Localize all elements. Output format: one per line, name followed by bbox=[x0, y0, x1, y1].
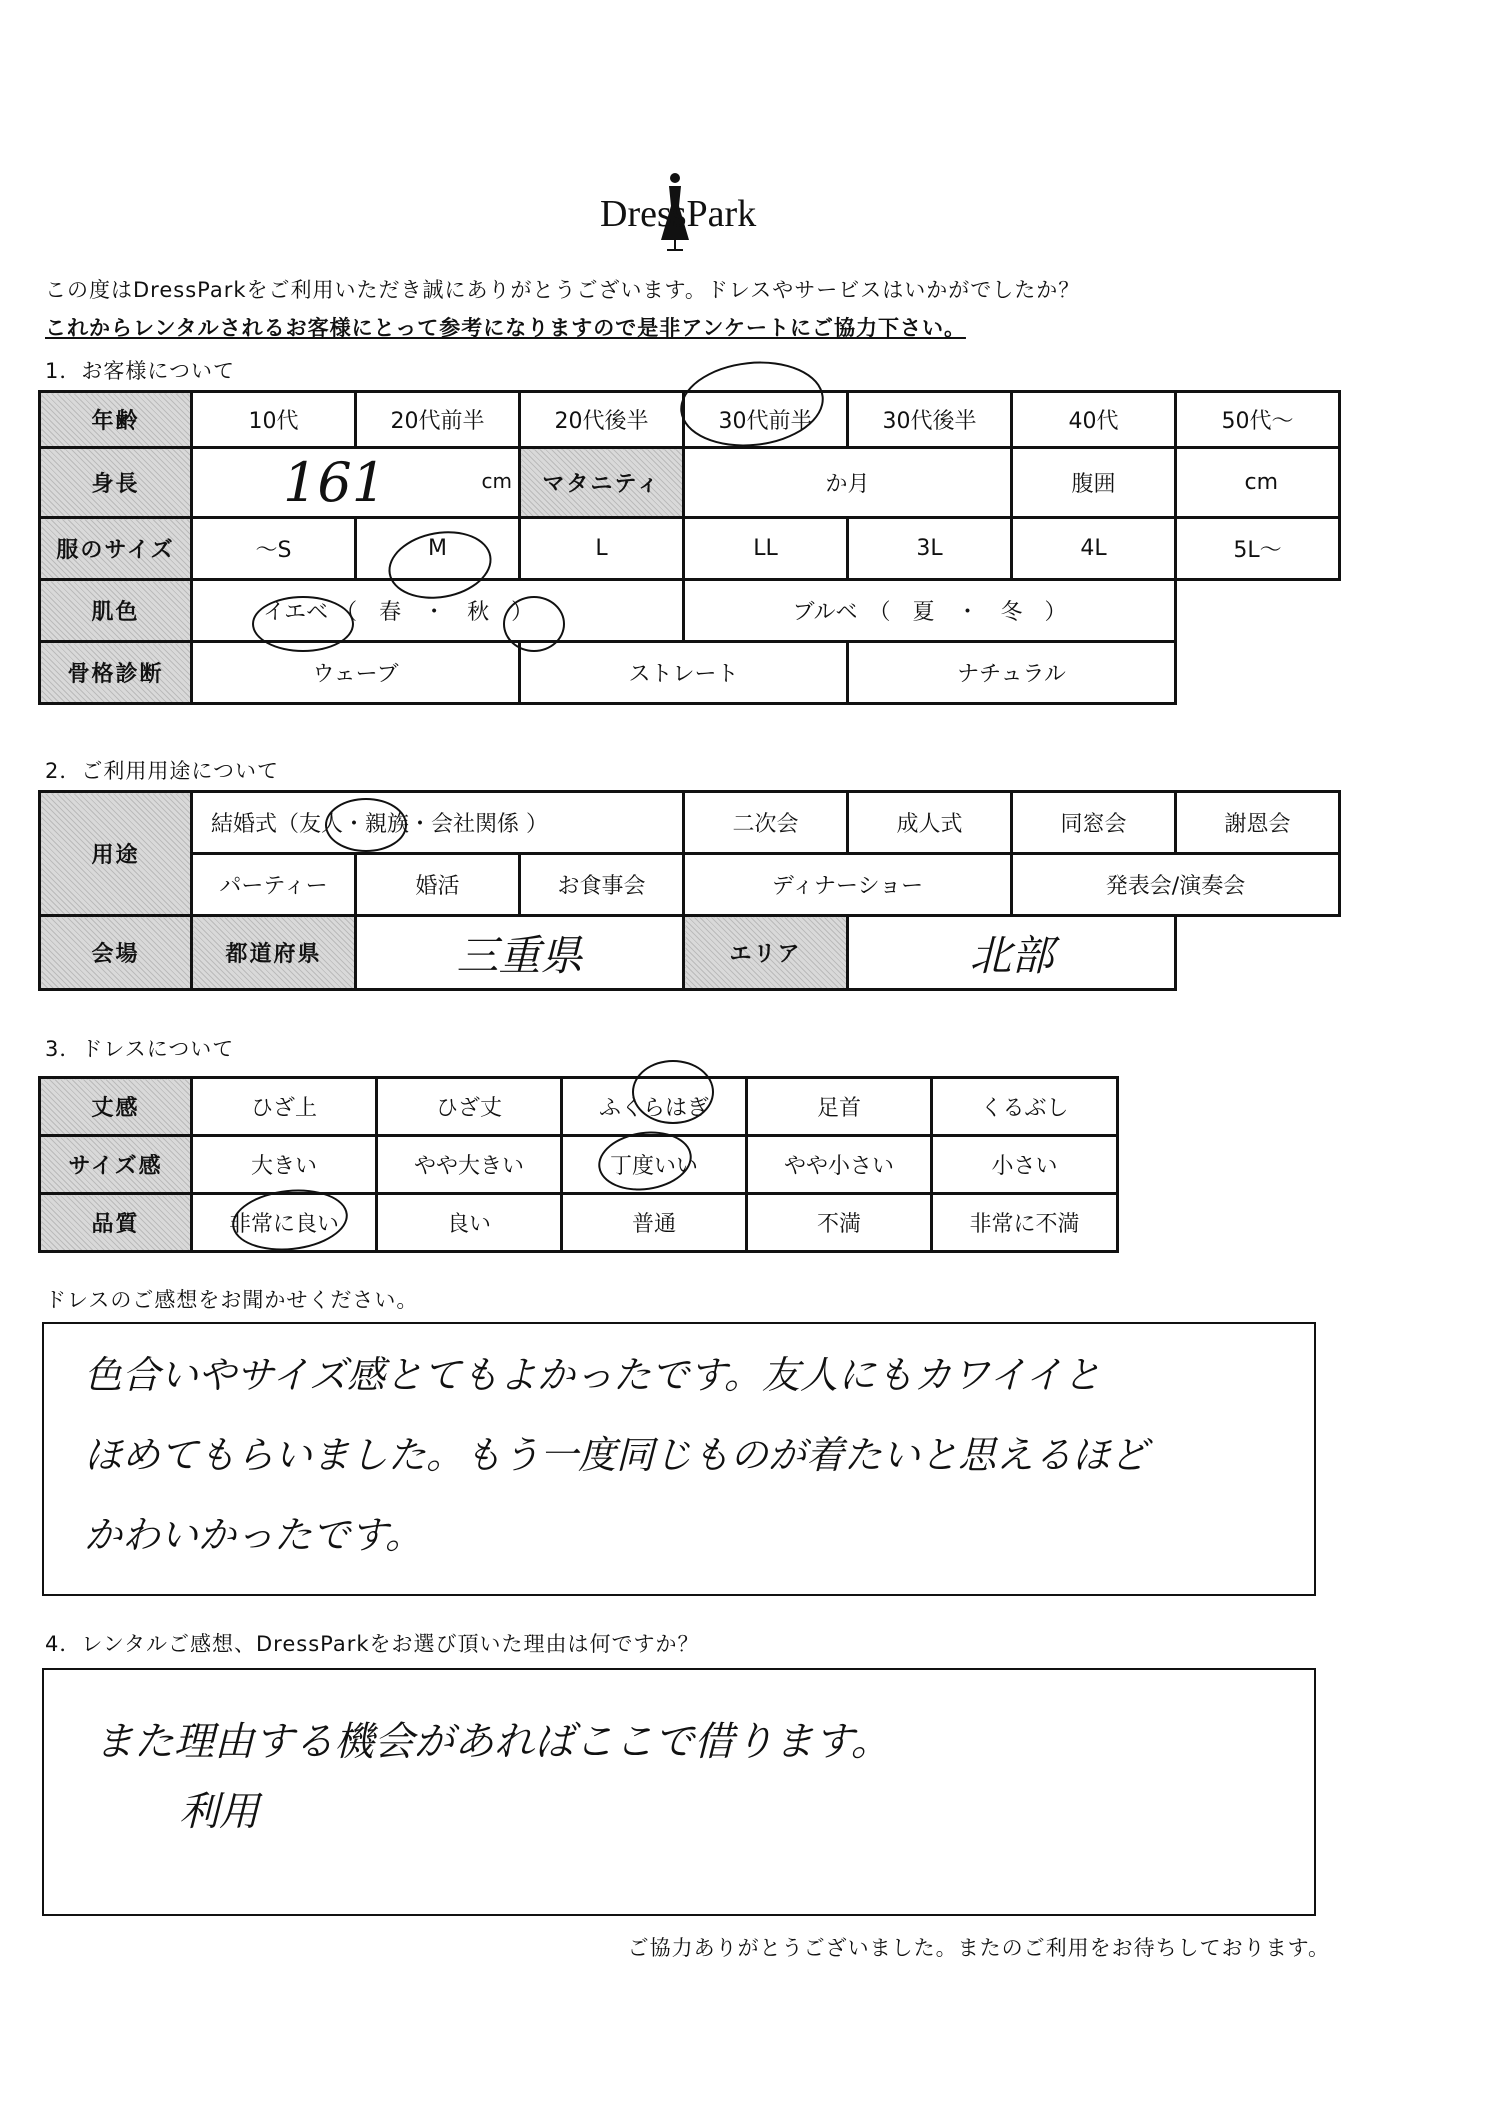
comment-line: 色合いやサイズ感とてもよかったです。友人にもカワイイと bbox=[84, 1353, 1101, 1397]
venue-row bbox=[40, 916, 1340, 990]
venue-label: 会場 bbox=[40, 916, 192, 990]
frame-row bbox=[40, 642, 1340, 704]
usage-wedding[interactable] bbox=[192, 792, 684, 854]
prefecture-label: 都道府県 bbox=[192, 916, 356, 990]
maternity-label: マタニティ bbox=[520, 448, 684, 518]
selection-mark bbox=[503, 596, 565, 652]
fit-option[interactable]: 大きい bbox=[192, 1136, 377, 1194]
area-label: エリア bbox=[684, 916, 848, 990]
brand-logo: DressPark bbox=[600, 193, 757, 235]
usage-option[interactable]: パーティー bbox=[192, 854, 356, 916]
section1-title: 1．お客様について bbox=[45, 359, 235, 383]
fit-option[interactable]: 小さい bbox=[932, 1136, 1118, 1194]
section2-title: 2．ご利用用途について bbox=[45, 759, 279, 783]
quality-option[interactable]: 不満 bbox=[747, 1194, 932, 1252]
comment-prompt: ドレスのご感想をお聞かせください。 bbox=[45, 1288, 419, 1312]
prefecture-value: 三重県 bbox=[456, 930, 583, 980]
section3-title: 3．ドレスについて bbox=[45, 1037, 235, 1061]
selection-mark bbox=[632, 1060, 714, 1124]
size-option[interactable]: 4L bbox=[1012, 518, 1176, 580]
size-option[interactable]: ～S bbox=[192, 518, 356, 580]
intro-text: この度はDressParkをご利用いただき誠にありがとうございます。ドレスやサービスはいかがでしたか？ bbox=[45, 278, 1081, 302]
reason-box[interactable] bbox=[42, 1668, 1316, 1916]
size-option[interactable]: LL bbox=[684, 518, 848, 580]
size-label: 服のサイズ bbox=[40, 518, 192, 580]
height-row bbox=[40, 448, 1340, 518]
height-field[interactable] bbox=[192, 448, 520, 518]
quality-label: 品質 bbox=[40, 1194, 192, 1252]
age-option[interactable]: 20代前半 bbox=[356, 392, 520, 448]
usage-row-1 bbox=[40, 792, 1340, 854]
size-option[interactable]: L bbox=[520, 518, 684, 580]
skin-label: 肌色 bbox=[40, 580, 192, 642]
waist-unit[interactable]: cm bbox=[1176, 448, 1340, 518]
reason-correction: 利用 bbox=[179, 1789, 259, 1835]
age-option[interactable]: 30代後半 bbox=[848, 392, 1012, 448]
area-value: 北部 bbox=[969, 930, 1054, 980]
prefecture-field[interactable] bbox=[356, 916, 684, 990]
age-option[interactable]: 20代後半 bbox=[520, 392, 684, 448]
wedding-rest: ・親族・会社関係 ） bbox=[343, 812, 549, 837]
footer-thanks: ご協力ありがとうございました。またのご利用をお待ちしております。 bbox=[627, 1936, 1330, 1960]
waist-label: 腹囲 bbox=[1012, 448, 1176, 518]
skin-yellow-seasons: （ 春 ・ 秋 ） bbox=[335, 600, 534, 625]
height-unit: cm bbox=[481, 469, 512, 493]
fit-option[interactable]: やや小さい bbox=[747, 1136, 932, 1194]
dress-comment-box[interactable] bbox=[42, 1322, 1316, 1596]
selection-mark bbox=[325, 798, 407, 852]
usage-option[interactable]: 発表会/演奏会 bbox=[1012, 854, 1340, 916]
skin-yellow-label: イエベ bbox=[263, 600, 329, 625]
length-option[interactable]: ひざ上 bbox=[192, 1078, 377, 1136]
selection-mark bbox=[252, 596, 354, 652]
size-option[interactable]: 3L bbox=[848, 518, 1012, 580]
frame-label: 骨格診断 bbox=[40, 642, 192, 704]
length-option-selected[interactable]: ふくらはぎ bbox=[562, 1078, 747, 1136]
maternity-months[interactable]: か月 bbox=[684, 448, 1012, 518]
skin-row bbox=[40, 580, 1340, 642]
fit-option[interactable]: やや大きい bbox=[377, 1136, 562, 1194]
usage-row-2 bbox=[40, 854, 1340, 916]
usage-label: 用途 bbox=[40, 792, 192, 916]
quality-option[interactable]: 普通 bbox=[562, 1194, 747, 1252]
skin-blue[interactable]: ブルベ （ 夏 ・ 冬 ） bbox=[684, 580, 1176, 642]
dress-table bbox=[38, 1076, 1119, 1253]
age-option[interactable]: 10代 bbox=[192, 392, 356, 448]
frame-option[interactable]: ナチュラル bbox=[848, 642, 1176, 704]
age-option[interactable]: 50代～ bbox=[1176, 392, 1340, 448]
frame-option[interactable]: ストレート bbox=[520, 642, 848, 704]
quality-option[interactable]: 良い bbox=[377, 1194, 562, 1252]
fit-option-selected[interactable]: 丁度いい bbox=[562, 1136, 747, 1194]
reason-line: また理由する機会があればここで借ります。 bbox=[94, 1719, 891, 1765]
wedding-label: 結婚式（ bbox=[211, 812, 300, 837]
age-label: 年齢 bbox=[40, 392, 192, 448]
size-row bbox=[40, 518, 1340, 580]
fit-label: サイズ感 bbox=[40, 1136, 192, 1194]
quality-option[interactable]: 非常に不満 bbox=[932, 1194, 1118, 1252]
usage-option[interactable]: 成人式 bbox=[848, 792, 1012, 854]
customer-table bbox=[38, 390, 1341, 705]
frame-option[interactable]: ウェーブ bbox=[192, 642, 520, 704]
usage-option[interactable]: 婚活 bbox=[356, 854, 520, 916]
usage-option[interactable]: お食事会 bbox=[520, 854, 684, 916]
height-label: 身長 bbox=[40, 448, 192, 518]
intro-request: これからレンタルされるお客様にとって参考になりますので是非アンケートにご協力下さい。 bbox=[45, 316, 966, 340]
height-value: 161 bbox=[283, 451, 387, 514]
age-option[interactable]: 40代 bbox=[1012, 392, 1176, 448]
section4-title: 4．レンタルご感想、DressParkをお選び頂いた理由は何ですか？ bbox=[45, 1632, 700, 1656]
length-label: 丈感 bbox=[40, 1078, 192, 1136]
size-option-selected[interactable]: M bbox=[356, 518, 520, 580]
length-option[interactable]: くるぶし bbox=[932, 1078, 1118, 1136]
fit-row bbox=[40, 1136, 1118, 1194]
usage-option[interactable]: ディナーショー bbox=[684, 854, 1012, 916]
length-option[interactable]: 足首 bbox=[747, 1078, 932, 1136]
quality-row bbox=[40, 1194, 1118, 1252]
usage-option[interactable]: 同窓会 bbox=[1012, 792, 1176, 854]
usage-table bbox=[38, 790, 1341, 991]
age-option-selected[interactable]: 30代前半 bbox=[684, 392, 848, 448]
comment-line: かわいかったです。 bbox=[84, 1513, 423, 1557]
usage-option[interactable]: 二次会 bbox=[684, 792, 848, 854]
size-option[interactable]: 5L～ bbox=[1176, 518, 1340, 580]
usage-option[interactable]: 謝恩会 bbox=[1176, 792, 1340, 854]
length-option[interactable]: ひざ丈 bbox=[377, 1078, 562, 1136]
length-row bbox=[40, 1078, 1118, 1136]
comment-line: ほめてもらいました。もう一度同じものが着たいと思えるほど bbox=[84, 1433, 1149, 1477]
wedding-friend: 友人 bbox=[299, 812, 344, 837]
area-field[interactable] bbox=[848, 916, 1176, 990]
quality-option-selected[interactable]: 非常に良い bbox=[192, 1194, 377, 1252]
